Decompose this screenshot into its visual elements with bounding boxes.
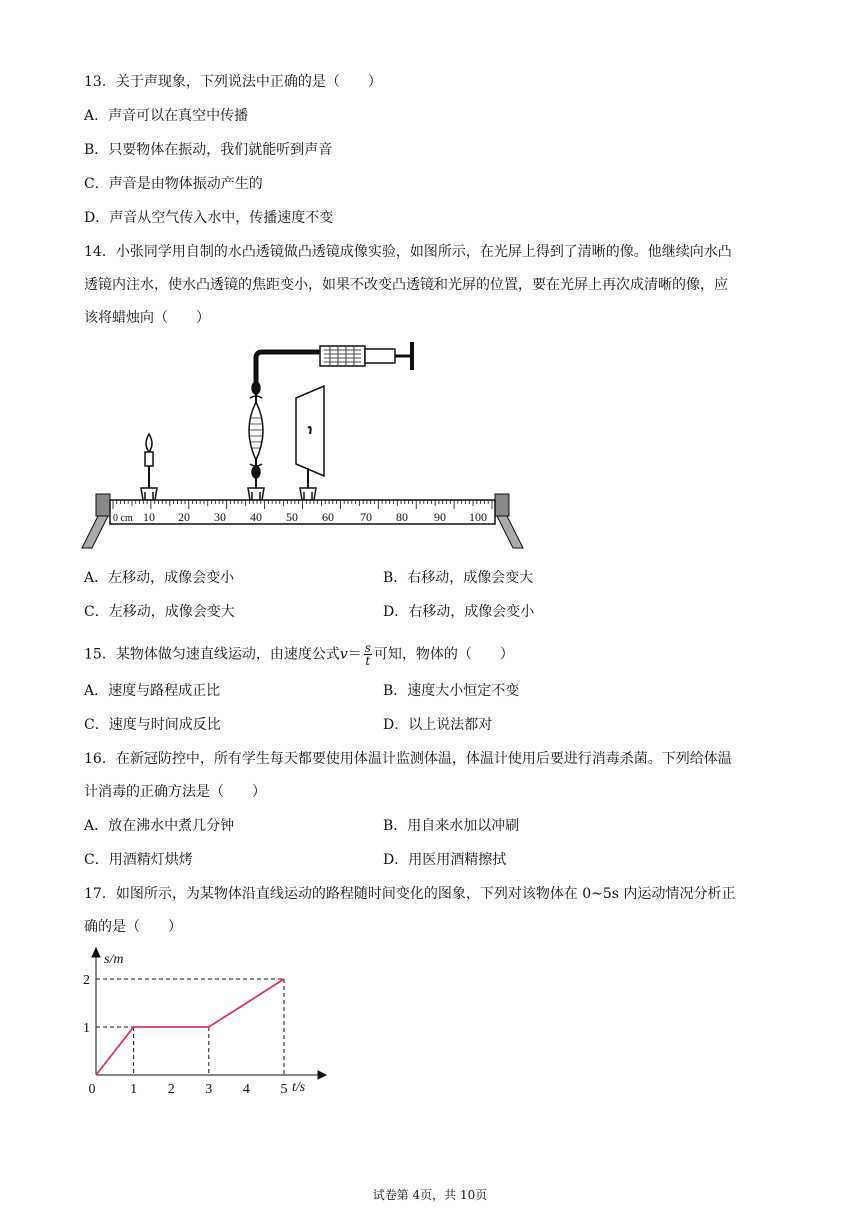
q15-option-c: C．速度与时间成反比 <box>84 717 221 733</box>
y-tick-label: 2 <box>83 973 90 988</box>
distance-time-graph <box>80 945 330 1100</box>
q14-stem-line3: 该将蜡烛向（ ） <box>84 310 210 326</box>
q14-stem-line2: 透镜内注水，使水凸透镜的焦距变小，如果不改变凸透镜和光屏的位置，要在光屏上再次成清晰的像，应 <box>84 277 728 293</box>
page-footer: 试卷第 4页，共 10页 <box>372 1188 488 1202</box>
q15-option-d: D．以上说法都对 <box>383 717 493 733</box>
ruler-tick-label: 20 <box>178 510 190 524</box>
q13-option-b: B．只要物体在振动，我们就能听到声音 <box>84 142 333 158</box>
q14-option-a: A．左移动，成像会变小 <box>84 570 235 586</box>
q14-stem-line1: 14．小张同学用自制的水凸透镜做凸透镜成像实验，如图所示，在光屏上得到了清晰的像。他继续向水凸 <box>84 244 732 260</box>
q13-option-c: C．声音是由物体振动产生的 <box>84 176 263 192</box>
q16-option-d: D．用医用酒精擦拭 <box>383 852 507 868</box>
light-screen <box>296 386 324 500</box>
x-axis-label: t/s <box>292 1080 306 1095</box>
x-tick-label: 5 <box>280 1082 288 1097</box>
syringe <box>256 342 412 390</box>
formula-fraction <box>364 642 372 667</box>
y-axis-label: s/m <box>104 952 124 967</box>
x-tick-label: 3 <box>205 1082 213 1097</box>
q16-option-b: B．用自来水加以冲刷 <box>383 818 520 834</box>
formula-eq: ＝ <box>347 646 362 663</box>
q16-option-c: C．用酒精灯烘烤 <box>84 852 193 868</box>
x-tick-label: 2 <box>167 1082 175 1097</box>
y-axis-arrow <box>92 948 100 957</box>
q13-stem: 13．关于声现象，下列说法中正确的是（ ） <box>84 74 382 90</box>
ruler-tick-label: 70 <box>360 510 372 524</box>
q16-option-a: A．放在沸水中煮几分钟 <box>84 818 235 834</box>
y-tick-label: 1 <box>83 1021 90 1036</box>
q13-option-d: D．声音从空气传入水中，传播速度不变 <box>84 210 334 226</box>
ruler-tick-label: 30 <box>214 510 226 524</box>
q17-stem-line2: 确的是（ ） <box>84 919 182 935</box>
candle <box>141 434 157 500</box>
formula-numerator: s <box>364 641 371 655</box>
q13-option-a: A．声音可以在真空中传播 <box>84 108 249 124</box>
ruler-tick-label: 80 <box>396 510 408 524</box>
ruler-tick-label: 40 <box>250 510 262 524</box>
q15-stem-post: 可知，物体的（ ） <box>373 646 514 663</box>
water-lens <box>248 380 264 500</box>
ruler-tick-label: 90 <box>434 510 446 524</box>
ruler-tick-label: 50 <box>286 510 298 524</box>
q17-stem-line1: 17．如图所示，为某物体沿直线运动的路程随时间变化的图象，下列对该物体在 0~5s 内运动情况分析正 <box>84 886 736 902</box>
x-axis-arrow <box>318 1071 326 1079</box>
ruler-tick-label: 100 <box>469 510 487 524</box>
q15-stem <box>84 642 514 667</box>
q16-stem-line1: 16．在新冠防控中，所有学生每天都要使用体温计监测体温，体温计使用后要进行消毒杀菌。下列给体温 <box>84 751 732 767</box>
q15-stem-pre: 15．某物体做匀速直线运动，由速度公式 <box>84 646 340 663</box>
ruler-unit: 0 cm <box>113 513 133 524</box>
formula-denominator: t <box>365 654 371 668</box>
ruler-tick-label: 60 <box>322 510 334 524</box>
formula-v: v <box>339 646 348 663</box>
q14-option-c: C．左移动，成像会变大 <box>84 604 235 620</box>
q15-option-a: A．速度与路程成正比 <box>84 683 221 699</box>
x-tick-label: 4 <box>242 1082 250 1097</box>
x-tick-label: 0 <box>88 1082 96 1097</box>
q16-stem-line2: 计消毒的正确方法是（ ） <box>84 784 266 800</box>
x-tick-label: 1 <box>130 1082 138 1097</box>
ruler-tick-label: 10 <box>143 510 155 524</box>
lens-experiment-figure <box>80 340 525 552</box>
q14-option-d: D．右移动，成像会变小 <box>383 604 535 620</box>
q14-option-b: B．右移动，成像会变大 <box>383 570 534 586</box>
q15-option-b: B．速度大小恒定不变 <box>383 683 520 699</box>
